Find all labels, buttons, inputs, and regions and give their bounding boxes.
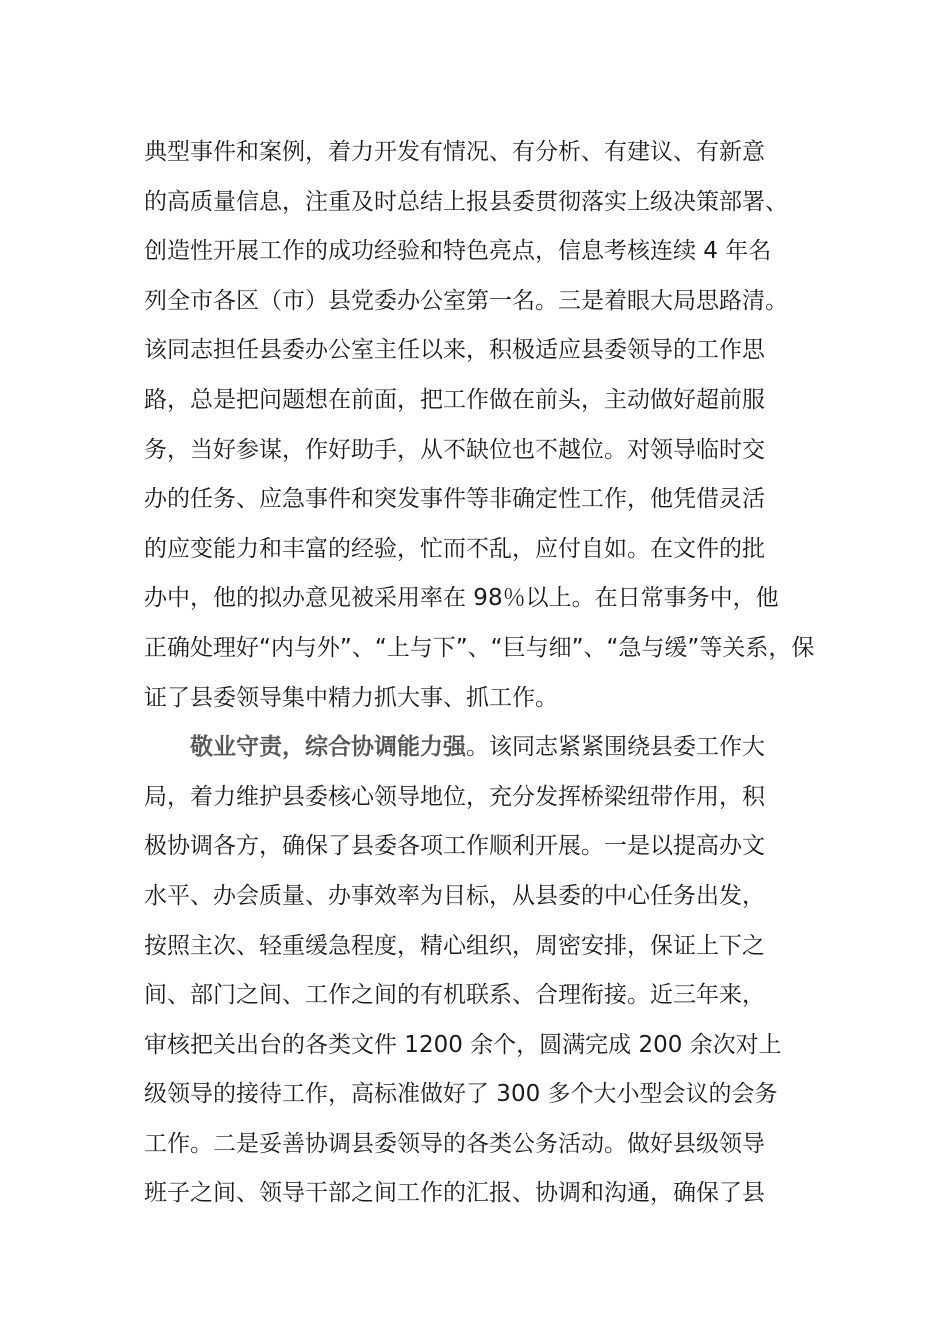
text-line: 路，总是把问题想在前面，把工作做在前头，主动做好超前服 bbox=[144, 386, 765, 413]
text-line: 办中，他的拟办意见被采用率在 98％以上。在日常事务中，他 bbox=[144, 585, 779, 612]
text-line: 间、部门之间、工作之间的有机联系、合理衔接。近三年来， bbox=[144, 982, 765, 1009]
body-text bbox=[144, 128, 834, 1219]
text-line: 的应变能力和丰富的经验，忙而不乱，应付自如。在文件的批 bbox=[144, 535, 765, 562]
text-line: 水平、办会质量、办事效率为目标，从县委的中心任务出发， bbox=[144, 882, 765, 909]
text-line: 列全市各区（市）县党委办公室第一名。三是着眼大局思路清。 bbox=[144, 287, 788, 314]
text-line: 极协调各方，确保了县委各项工作顺利开展。一是以提高办文 bbox=[144, 833, 765, 860]
text-line-first bbox=[144, 723, 834, 773]
text-line: 正确处理好“内与外”、“上与下”、“巨与细”、“急与缓”等关系，保 bbox=[144, 634, 815, 661]
text-line: 工作。二是妥善协调县委领导的各类公务活动。做好县级领导 bbox=[144, 1130, 765, 1157]
text-line: 证了县委领导集中精力抓大事、抓工作。 bbox=[144, 684, 558, 711]
text-line: 典型事件和案例，着力开发有情况、有分析、有建议、有新意 bbox=[144, 139, 765, 165]
text-line: 办的任务、应急事件和突发事件等非确定性工作，他凭借灵活 bbox=[144, 486, 765, 513]
paragraph-2 bbox=[144, 723, 834, 1219]
text-line: 创造性开展工作的成功经验和特色亮点，信息考核连续 4 年名 bbox=[144, 238, 772, 265]
paragraph-1 bbox=[144, 128, 834, 723]
text-line: 班子之间、领导干部之间工作的汇报、协调和沟通，确保了县 bbox=[144, 1180, 765, 1207]
text-line: 级领导的接待工作，高标准做好了 300 多个大小型会议的会务 bbox=[144, 1081, 778, 1108]
section-heading: 敬业守责，综合协调能力强 bbox=[190, 734, 466, 761]
text-line-rest: 。该同志紧紧围绕县委工作大 bbox=[466, 734, 765, 761]
text-line: 的高质量信息，注重及时总结上报县委贯彻落实上级决策部署、 bbox=[144, 188, 788, 215]
text-line: 按照主次、轻重缓急程度，精心组织，周密安排，保证上下之 bbox=[144, 932, 765, 959]
text-line: 局，着力维护县委核心领导地位，充分发挥桥梁纽带作用，积 bbox=[144, 783, 765, 810]
text-line: 务，当好参谋，作好助手，从不缺位也不越位。对领导临时交 bbox=[144, 436, 765, 463]
text-line: 审核把关出台的各类文件 1200 余个，圆满完成 200 余次对上 bbox=[144, 1031, 782, 1058]
text-line: 该同志担任县委办公室主任以来，积极适应县委领导的工作思 bbox=[144, 337, 765, 364]
